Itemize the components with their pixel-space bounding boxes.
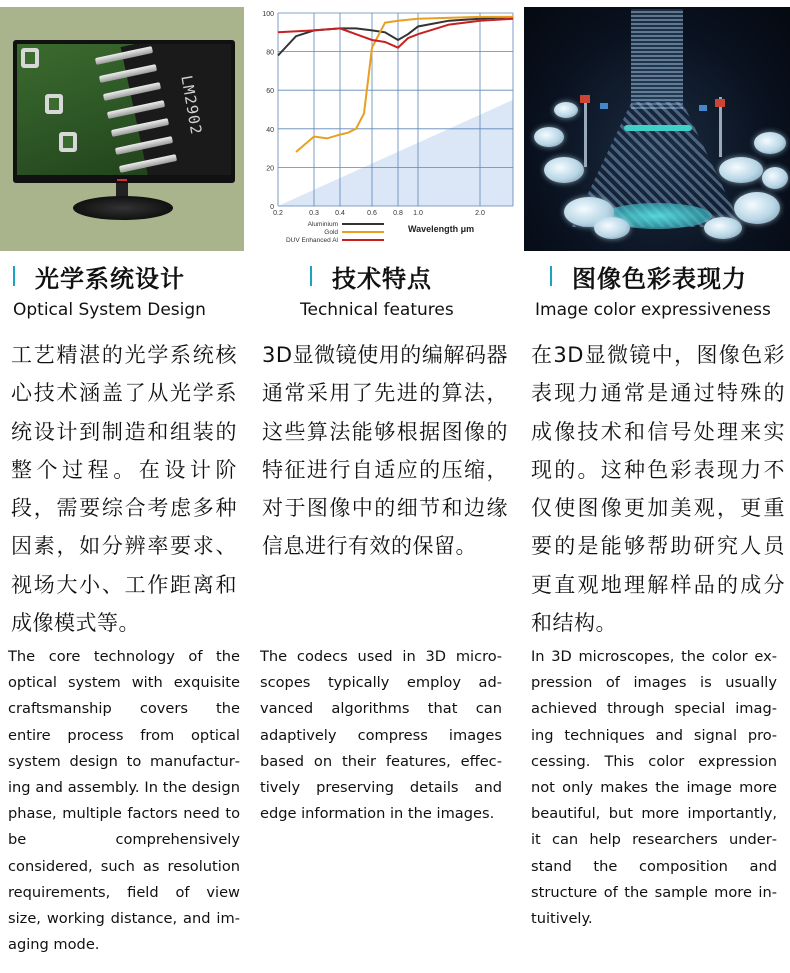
body-text-english: The core technology of the optical system with exquisite craftsmanship covers the entire process from optical system design to manufacturing and assembly. In the design phase, multiple factors need to be comprehensively considered, such as resolution requirements, field of view size, working distance, and imaging mode. bbox=[8, 648, 240, 954]
section-subtitle: Image color expressiveness bbox=[535, 300, 771, 320]
legend-label: Aluminium bbox=[307, 221, 338, 228]
body-text-chinese: 工艺精湛的光学系统核心技术涵盖了从光学系统设计到制造和组装的整个过程。在设计阶段，需要综合考虑多种因素，如分辨率要求、视场大小、工作距离和成像模式等。 bbox=[11, 343, 237, 636]
series-line-duv-enhanced-al bbox=[278, 19, 513, 48]
section-heading-technical-features: 技术特点 bbox=[310, 258, 432, 294]
reflectance-chart bbox=[256, 7, 515, 251]
x-tick-label: 2.0 bbox=[475, 210, 485, 217]
monitor-photo bbox=[0, 7, 244, 251]
section-subtitle: Optical System Design bbox=[13, 300, 206, 320]
legend-label: DUV Enhanced Al bbox=[285, 237, 338, 244]
y-tick-label: 60 bbox=[266, 88, 274, 96]
body-text-english: In 3D microscopes, the color expression of images is usually achieved through special imaging techniques and signal processing. This color expression not only makes the image more beautiful, but more importantly, it can help researchers understand the composition and structure of the sample more intuitively. bbox=[531, 648, 777, 928]
chart-svg bbox=[256, 7, 515, 251]
y-tick-label: 0 bbox=[270, 204, 274, 211]
x-tick-label: 0.6 bbox=[367, 210, 377, 217]
monitor-stand bbox=[73, 196, 173, 220]
accent-bar bbox=[310, 266, 312, 286]
x-tick-label: 0.4 bbox=[335, 210, 345, 217]
section-heading-color-expressiveness: 图像色彩表现力 bbox=[550, 258, 747, 294]
body-text-chinese: 在3D显微镜中，图像色彩表现力通常是通过特殊的成像技术和信号处理来实现的。这种色彩表现力不仅使图像更加美观，更重要的是能够帮助研究人员更直观地理解样品的成分和结构。 bbox=[531, 343, 785, 636]
y-tick-label: 20 bbox=[266, 165, 274, 173]
section-heading-optical-design: 光学系统设计 bbox=[13, 258, 185, 294]
x-tick-label: 1.0 bbox=[413, 210, 423, 217]
body-text-chinese: 3D显微镜使用的编解码器通常采用了先进的算法，这些算法能够根据图像的特征进行自适应的压缩，对于图像中的细节和边缘信息进行有效的保留。 bbox=[262, 343, 508, 559]
accent-bar bbox=[13, 266, 15, 286]
y-tick-label: 80 bbox=[266, 49, 274, 57]
y-tick-label: 40 bbox=[266, 126, 274, 134]
x-axis-label: Wavelength μm bbox=[408, 224, 475, 234]
section-subtitle: Technical features bbox=[300, 300, 454, 320]
shaded-region bbox=[278, 100, 513, 206]
y-tick-label: 100 bbox=[262, 11, 274, 18]
pcb-closeup bbox=[17, 44, 231, 175]
series-line-aluminium bbox=[278, 17, 513, 56]
x-tick-label: 0.2 bbox=[273, 210, 283, 217]
monitor bbox=[13, 40, 235, 183]
chip-marking: LM2902 bbox=[177, 74, 206, 137]
optics-render bbox=[524, 7, 790, 251]
body-text-english: The codecs used in 3D microscopes typically employ advanced algorithms that can adaptively compress images based on their features, effectively preserving details and edge information in the images. bbox=[260, 648, 502, 823]
x-tick-label: 0.3 bbox=[309, 210, 319, 217]
legend-label: Gold bbox=[324, 229, 338, 236]
x-tick-label: 0.8 bbox=[393, 210, 403, 217]
accent-bar bbox=[550, 266, 552, 286]
